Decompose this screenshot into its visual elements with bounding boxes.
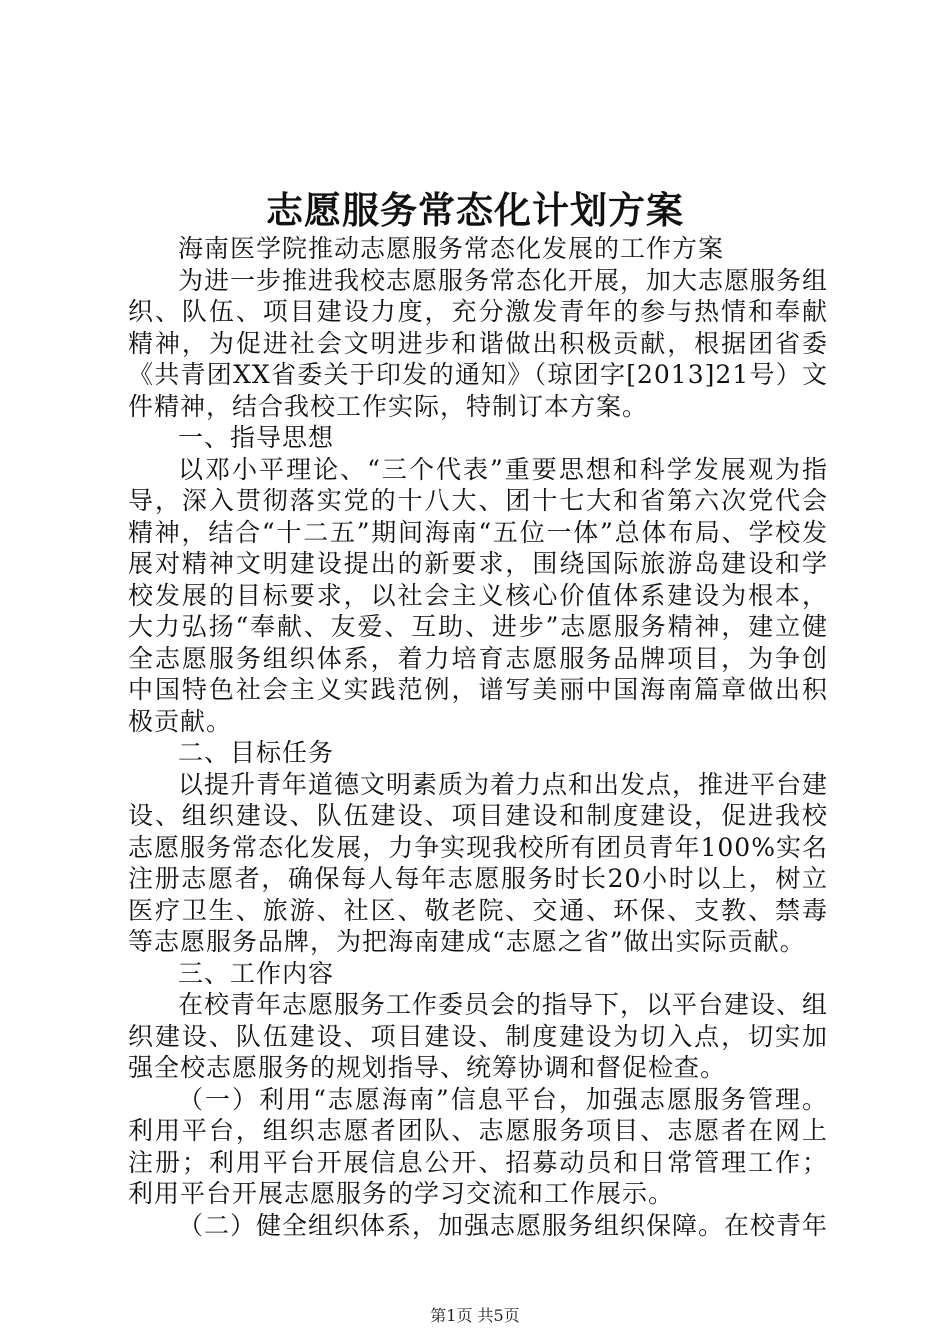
paragraph-work-content: 在校青年志愿服务工作委员会的指导下，以平台建设、组织建设、队伍建设、项目建设、制度建设为切入点，切实加强全校志愿服务的规划指导、统筹协调和督促检查。 [128,990,829,1082]
paragraph-intro: 为进一步推进我校志愿服务常态化开展，加大志愿服务组织、队伍、项目建设力度，充分激发青年的参与热情和奉献精神，为促进社会文明进步和谐做出积极贡献，根据团省委《共青团XX省委关于印发的通知》（琼团字[2013]21号）文件精神，结合我校工作实际，特制订本方案。 [128,265,829,421]
document-title: 志愿服务常态化计划方案 [266,188,684,232]
paragraph-item-two: （二）健全组织体系，加强志愿服务组织保障。在校青年 [178,1210,829,1240]
paragraph-item-one: （一）利用“志愿海南”信息平台，加强志愿服务管理。利用平台，组织志愿者团队、志愿服务项目、志愿者在网上注册；利用平台开展信息公开、招募动员和日常管理工作；利用平台开展志愿服务的学习交流和工作展示。 [128,1084,828,1208]
paragraph-guiding-ideology: 以邓小平理论、“三个代表”重要思想和科学发展观为指导，深入贯彻落实党的十八大、团十七大和省第六次党代会精神，结合“十二五”期间海南“五位一体”总体布局、学校发展对精神文明建设提出的新要求，围绕国际旅游岛建设和学校发展的目标要求，以社会主义核心价值体系建设为根本，大力弘扬“奉献、友爱、互助、进步”志愿服务精神，建立健全志愿服务组织体系，着力培育志愿服务品牌项目，为争创中国特色社会主义实践范例，谱写美丽中国海南篇章做出积极贡献。 [128,454,828,736]
paragraph-subtitle: 海南医学院推动志愿服务常态化发展的工作方案 [178,234,725,263]
document-body [128,233,828,1241]
section-heading-work-content: 三、工作内容 [178,958,335,988]
paragraph-goals: 以提升青年道德文明素质为着力点和出发点，推进平台建设、组织建设、队伍建设、项目建设和制度建设，促进我校志愿服务常态化发展，力争实现我校所有团员青年100%实名注册志愿者，确保每人每年志愿服务时长20小时以上，树立医疗卫生、旅游、社区、敬老院、交通、环保、支教、禁毒等志愿服务品牌，为把海南建成“志愿之省”做出实际贡献。 [128,769,829,956]
section-heading-guiding-ideology: 一、指导思想 [178,423,335,452]
page-footer: 第1页 共5页 [430,1306,520,1325]
section-heading-goals: 二、目标任务 [178,738,335,767]
